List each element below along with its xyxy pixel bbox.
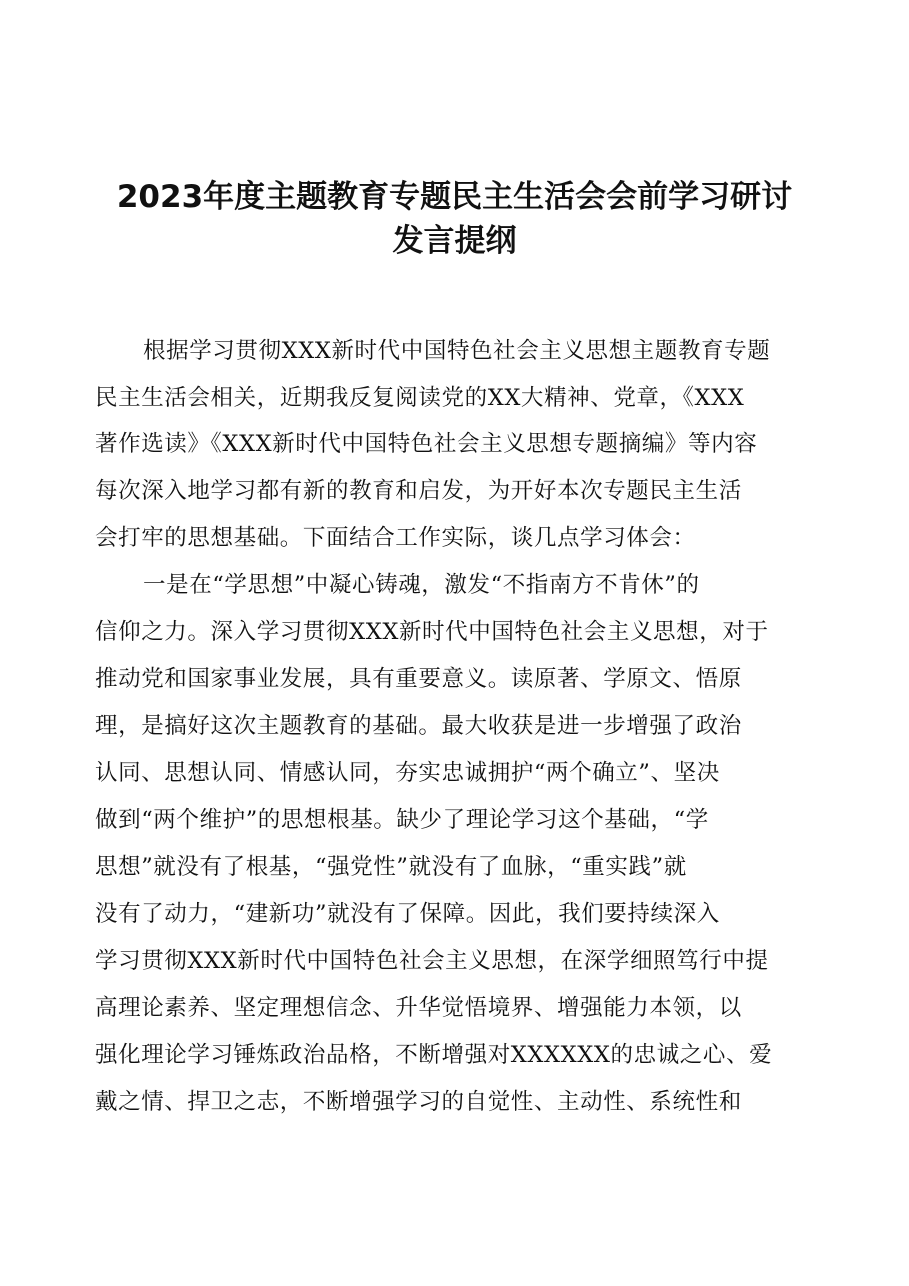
paragraph-2-line-10: 高理论素养、坚定理想信念、升华觉悟境界、增强能力本领，以 (95, 995, 742, 1021)
paragraph-2-line-7: 思想”就没有了根基，“强党性”就没有了血脉，“重实践”就 (95, 854, 687, 880)
document-title-line-2: 发言提纲 (392, 223, 517, 259)
paragraph-1-line-3: 著作选读》《XXX新时代中国特色社会主义思想专题摘编》等内容 (95, 431, 758, 457)
paragraph-1-line-4: 每次深入地学习都有新的教育和启发，为开好本次专题民主生活 (95, 478, 742, 504)
paragraph-2-line-1: 一是在“学思想”中凝心铸魂，激发“不指南方不肯休”的 (143, 572, 700, 598)
paragraph-2-line-12: 戴之情、捍卫之志，不断增强学习的自觉性、主动性、系统性和 (95, 1089, 742, 1115)
paragraph-2-line-3: 推动党和国家事业发展，具有重要意义。读原著、学原文、悟原 (95, 666, 742, 692)
paragraph-2-line-2: 信仰之力。深入学习贯彻XXX新时代中国特色社会主义思想，对于 (95, 619, 769, 645)
paragraph-1-line-2: 民主生活会相关，近期我反复阅读党的XX大精神、党章，《XXX (95, 385, 745, 411)
paragraph-2-line-4: 理，是搞好这次主题教育的基础。最大收获是进一步增强了政治 (95, 713, 742, 739)
paragraph-1-line-5: 会打牢的思想基础。下面结合工作实际，谈几点学习体会： (95, 525, 696, 551)
paragraph-2-line-9: 学习贯彻XXX新时代中国特色社会主义思想，在深学细照笃行中提 (95, 948, 769, 974)
paragraph-2-line-8: 没有了动力，“建新功”就没有了保障。因此，我们要持续深入 (95, 901, 720, 927)
document-title-line-1: 2023年度主题教育专题民主生活会会前学习研讨 (116, 179, 793, 215)
paragraph-2-line-5: 认同、思想认同、情感认同，夯实忠诚拥护“两个确立”、坚决 (95, 760, 720, 786)
paragraph-1-line-1: 根据学习贯彻XXX新时代中国特色社会主义思想主题教育专题 (143, 338, 771, 364)
paragraph-2-line-6: 做到“两个维护”的思想根基。缺少了理论学习这个基础，“学 (95, 807, 709, 833)
paragraph-2-line-11: 强化理论学习锤炼政治品格，不断增强对XXXXXX的忠诚之心、爱 (95, 1042, 773, 1068)
